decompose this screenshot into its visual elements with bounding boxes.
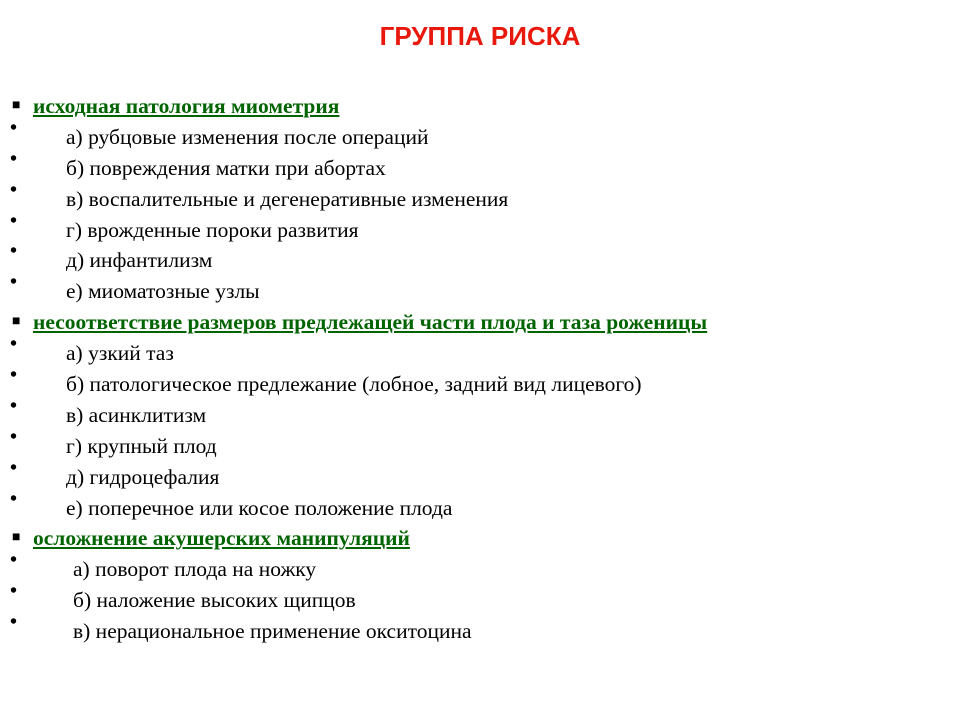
list-item-text: б) патологическое предлежание (лобное, задний вид лицевого): [66, 372, 642, 397]
list-item-text: г) врожденные пороки развития: [66, 217, 359, 242]
dot-bullet-icon: •: [10, 178, 18, 201]
list-item-text: в) воспалительные и дегенеративные изменения: [66, 186, 509, 211]
list-item: [0, 487, 960, 524]
list-item: [0, 333, 960, 369]
dot-bullet-icon: •: [10, 271, 18, 294]
list-item: [0, 147, 960, 184]
dot-bullet-icon: •: [10, 549, 18, 572]
list-item: [0, 116, 960, 153]
list-item-text: д) инфантилизм: [66, 248, 213, 273]
dot-bullet-icon: •: [10, 147, 18, 170]
list-item: [0, 549, 960, 585]
list-item-text: б) повреждения матки при абортах: [66, 155, 386, 180]
list-item-text: в) асинклитизм: [66, 402, 207, 427]
list-item: [0, 209, 960, 246]
list-item-text: е) миоматозные узлы: [66, 279, 260, 304]
list-item: [0, 425, 960, 462]
list-item: [0, 580, 960, 616]
list-item-text: а) поворот плода на ножку: [73, 557, 317, 582]
dot-bullet-icon: •: [10, 611, 18, 634]
slide-title: ГРУППА РИСКА: [379, 21, 581, 51]
dot-bullet-icon: •: [10, 240, 18, 263]
list-item-text: а) узкий таз: [66, 341, 174, 366]
dot-bullet-icon: •: [10, 364, 18, 387]
dot-bullet-icon: •: [10, 394, 18, 417]
list-item: [0, 364, 960, 400]
square-bullet-icon: ■: [12, 314, 21, 330]
list-item: [0, 394, 960, 431]
dot-bullet-icon: •: [10, 116, 18, 139]
section-heading-row: [0, 91, 960, 122]
dot-bullet-icon: •: [10, 425, 18, 448]
section-heading: исходная патология миометрия: [33, 94, 340, 118]
dot-bullet-icon: •: [10, 456, 18, 479]
dot-bullet-icon: •: [10, 333, 18, 356]
list-item: [0, 271, 960, 307]
section-heading: осложнение акушерских манипуляций: [33, 526, 410, 551]
list-item-text: в) нерациональное применение окситоцина: [73, 619, 472, 644]
list-item: [0, 456, 960, 493]
dot-bullet-icon: •: [10, 209, 18, 232]
list-item: [0, 240, 960, 276]
list-item: [0, 178, 960, 215]
dot-bullet-icon: •: [10, 487, 18, 510]
list-item: [0, 611, 960, 647]
list-item-text: д) гидроцефалия: [66, 464, 220, 489]
list-item-text: е) поперечное или косое положение плода: [66, 495, 453, 520]
dot-bullet-icon: •: [10, 580, 18, 603]
list-item-text: б) наложение высоких щипцов: [73, 588, 356, 613]
section-heading: несоответствие размеров предлежащей части плода и таза роженицы: [33, 310, 708, 335]
square-bullet-icon: ■: [12, 98, 21, 113]
risk-list: [0, 91, 960, 647]
section-heading-row: [0, 523, 960, 554]
list-item-text: а) рубцовые изменения после операций: [66, 124, 429, 149]
list-item-text: г) крупный плод: [66, 433, 217, 458]
square-bullet-icon: ■: [12, 530, 21, 546]
section-heading-row: [0, 307, 960, 338]
